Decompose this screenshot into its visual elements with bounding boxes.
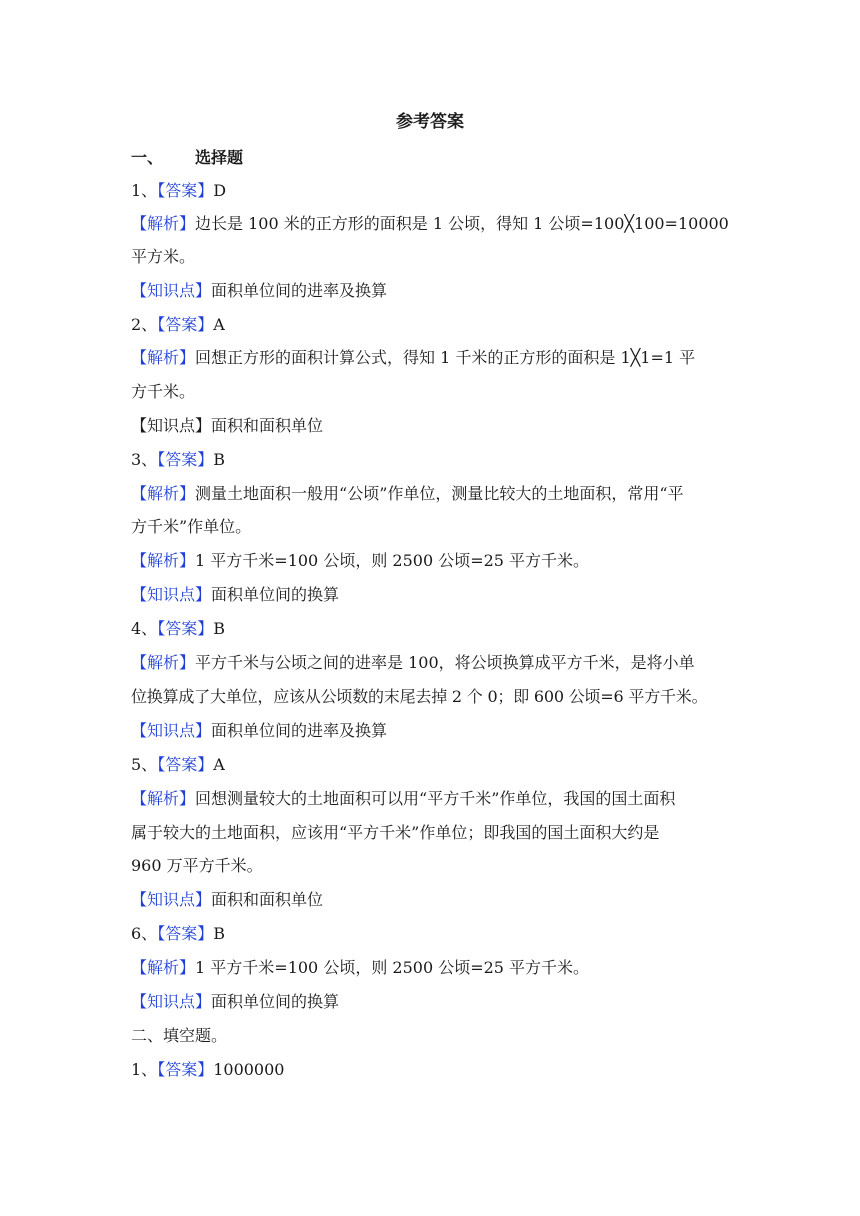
knowledge-text: 面积和面积单位 xyxy=(211,416,324,435)
analysis-continuation: 960 万平方千米。 xyxy=(131,856,263,875)
knowledge-text: 面积单位间的进率及换算 xyxy=(211,281,388,300)
analysis-tag: 【解析】 xyxy=(131,551,196,570)
analysis-continuation: 属于较大的土地面积，应该用“平方千米”作单位；即我国的国土面积大约是 xyxy=(131,823,660,842)
answer-tag: 【答案】 xyxy=(157,755,214,774)
analysis-line xyxy=(131,650,731,676)
knowledge-tag: 【知识点】 xyxy=(131,416,212,435)
question-number: 2、 xyxy=(131,315,158,334)
analysis-tag: 【解析】 xyxy=(131,348,196,367)
analysis-line xyxy=(131,786,731,812)
answer-tag: 【答案】 xyxy=(157,315,214,334)
analysis-continuation: 位换算成了大单位，应该从公顷数的末尾去掉 2 个 0；即 600 公顷=6 平方千米。 xyxy=(131,687,708,706)
analysis-text: 回想正方形的面积计算公式，得知 1 千米的正方形的面积是 1╳1=1 平 xyxy=(195,348,696,367)
answer-tag: 【答案】 xyxy=(157,1060,214,1079)
question-number: 6、 xyxy=(131,924,158,943)
analysis-text: 回想测量较大的土地面积可以用“平方千米”作单位，我国的国土面积 xyxy=(195,789,676,808)
question-answer-line xyxy=(131,616,731,642)
knowledge-line xyxy=(131,582,731,608)
knowledge-text: 面积和面积单位 xyxy=(211,890,324,909)
answer-tag: 【答案】 xyxy=(157,619,214,638)
knowledge-line xyxy=(131,887,731,913)
analysis-text: 平方千米与公顷之间的进率是 100，将公顷换算成平方千米，是将小单 xyxy=(195,653,695,672)
knowledge-tag: 【知识点】 xyxy=(131,890,212,909)
section-heading-choice xyxy=(131,145,731,171)
section-title: 选择题 xyxy=(195,148,244,167)
analysis-continuation: 方千米。 xyxy=(131,382,196,401)
question-number: 4、 xyxy=(131,619,158,638)
analysis-line xyxy=(131,211,731,237)
question-answer-line xyxy=(131,312,731,338)
knowledge-line xyxy=(131,413,731,439)
question-number: 3、 xyxy=(131,450,158,469)
question-answer-line xyxy=(131,447,731,473)
answer-value: B xyxy=(213,924,225,943)
analysis-line xyxy=(131,955,731,981)
analysis-tag: 【解析】 xyxy=(131,214,196,233)
answer-tag: 【答案】 xyxy=(157,450,214,469)
analysis-tag: 【解析】 xyxy=(131,958,196,977)
analysis-continuation: 方千米”作单位。 xyxy=(131,517,252,536)
analysis-text: 边长是 100 米的正方形的面积是 1 公顷，得知 1 公顷=100╳100=10000 xyxy=(195,214,729,233)
knowledge-tag: 【知识点】 xyxy=(131,721,212,740)
knowledge-text: 面积单位间的换算 xyxy=(211,585,340,604)
knowledge-line xyxy=(131,989,731,1015)
analysis-line xyxy=(131,345,731,371)
analysis-tag: 【解析】 xyxy=(131,789,196,808)
analysis-tag: 【解析】 xyxy=(131,653,196,672)
analysis-text: 1 平方千米=100 公顷，则 2500 公顷=25 平方千米。 xyxy=(195,958,590,977)
knowledge-line xyxy=(131,718,731,744)
answer-value: 1000000 xyxy=(213,1060,285,1079)
answer-value: B xyxy=(213,450,225,469)
knowledge-text: 面积单位间的进率及换算 xyxy=(211,721,388,740)
analysis-text: 1 平方千米=100 公顷，则 2500 公顷=25 平方千米。 xyxy=(195,551,590,570)
page-title: 参考答案 xyxy=(396,112,464,132)
answer-value: A xyxy=(213,755,225,774)
question-answer-line xyxy=(131,921,731,947)
answer-value: B xyxy=(213,619,225,638)
section-heading-fill: 二、填空题。 xyxy=(131,1026,228,1045)
question-number: 1、 xyxy=(131,181,158,200)
analysis-line xyxy=(131,481,731,507)
question-answer-line xyxy=(131,752,731,778)
answer-tag: 【答案】 xyxy=(157,181,214,200)
knowledge-line xyxy=(131,278,731,304)
answer-value: A xyxy=(213,315,225,334)
knowledge-tag: 【知识点】 xyxy=(131,585,212,604)
answer-value: D xyxy=(213,181,227,200)
analysis-line xyxy=(131,548,731,574)
question-answer-line xyxy=(131,178,731,204)
analysis-text: 测量土地面积一般用“公顷”作单位，测量比较大的土地面积，常用“平 xyxy=(195,484,684,503)
question-answer-line xyxy=(131,1057,731,1083)
analysis-continuation: 平方米。 xyxy=(131,247,196,266)
answer-tag: 【答案】 xyxy=(157,924,214,943)
section-number: 一、 xyxy=(131,148,164,167)
analysis-tag: 【解析】 xyxy=(131,484,196,503)
question-number: 5、 xyxy=(131,755,158,774)
knowledge-tag: 【知识点】 xyxy=(131,992,212,1011)
knowledge-text: 面积单位间的换算 xyxy=(211,992,340,1011)
knowledge-tag: 【知识点】 xyxy=(131,281,212,300)
question-number: 1、 xyxy=(131,1060,158,1079)
